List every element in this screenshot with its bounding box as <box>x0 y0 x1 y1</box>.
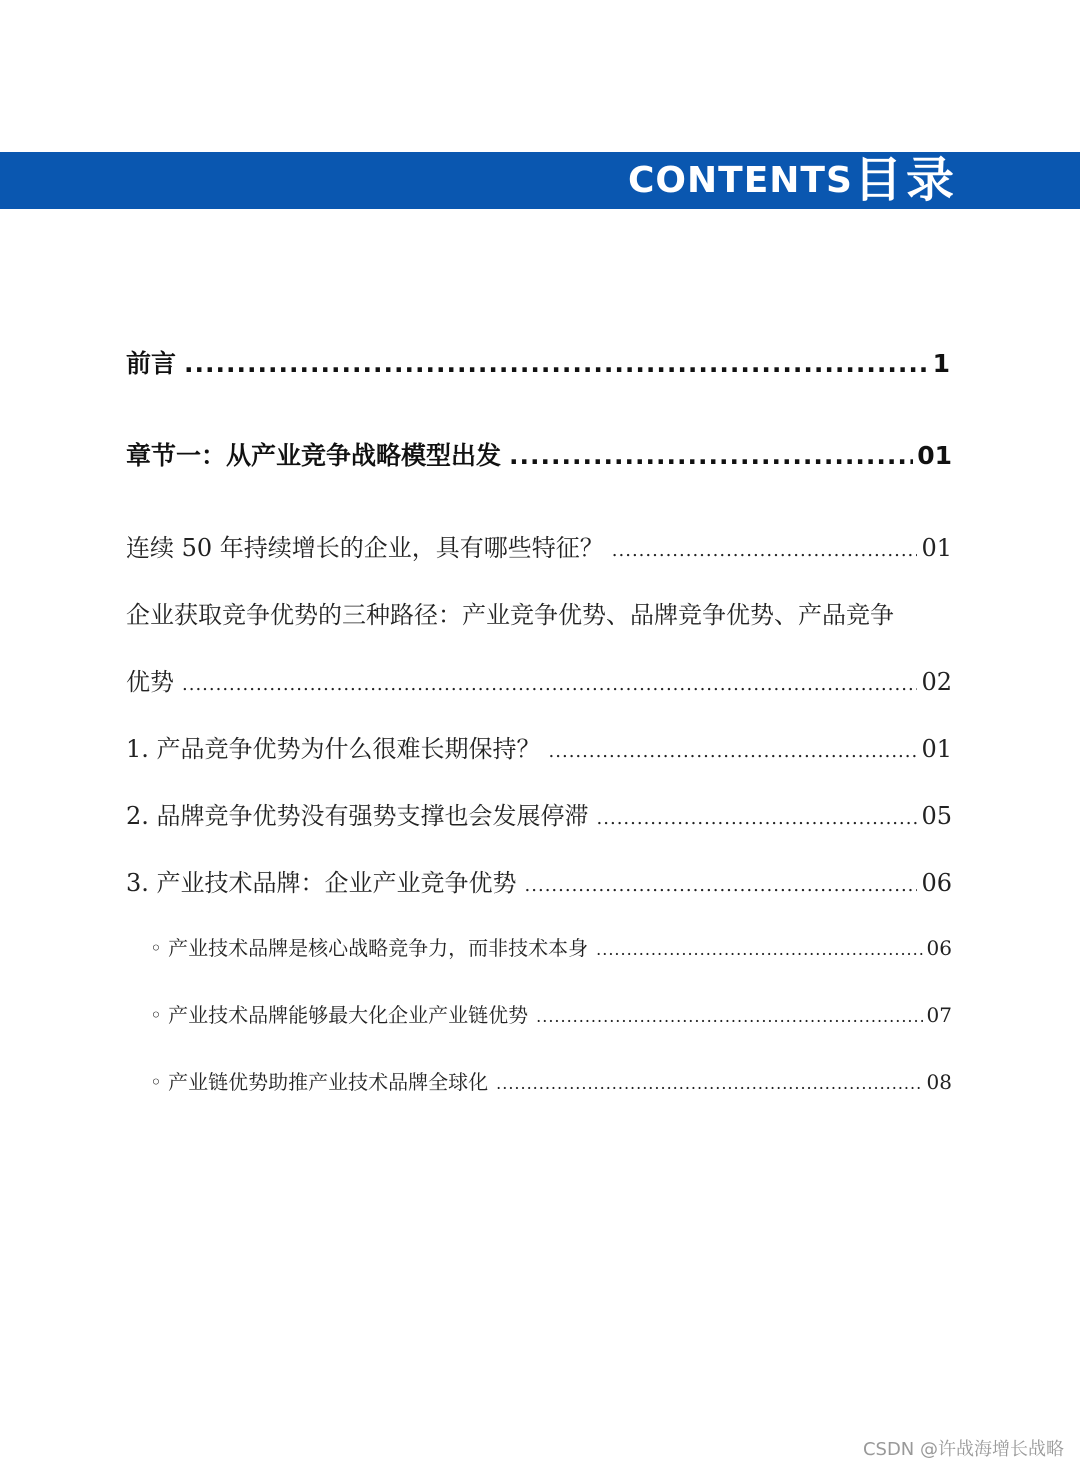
toc-entry-page: 01 <box>921 735 952 763</box>
dot-leader <box>184 349 929 378</box>
toc-entry-title: ◦ 产业技术品牌能够最大化企业产业链优势 <box>150 1003 529 1027</box>
contents-title-en: CONTENTS <box>628 160 853 201</box>
dot-leader <box>509 441 913 470</box>
toc-entry-item3[interactable] <box>126 863 952 898</box>
dot-leader <box>596 940 922 959</box>
toc-entry-title: ◦ 产业链优势助推产业技术品牌全球化 <box>150 1070 489 1094</box>
toc-entry-50-years[interactable] <box>126 528 952 563</box>
dot-leader <box>536 1007 922 1026</box>
dot-leader <box>496 1074 922 1093</box>
toc-entry-paths-line1[interactable]: 企业获取竞争优势的三种路径：产业竞争优势、品牌竞争优势、产品竞争 <box>126 601 894 629</box>
toc-entry-page: 1 <box>932 349 950 378</box>
toc-entry-page: 02 <box>921 668 952 696</box>
toc-entry-title: 3. 产业技术品牌：企业产业竞争优势 <box>126 869 517 897</box>
toc-entry-page: 08 <box>926 1070 952 1094</box>
dot-leader <box>612 540 918 561</box>
toc-entry-preface[interactable] <box>126 344 950 380</box>
dot-leader <box>182 674 917 695</box>
toc-entry-sub2[interactable] <box>150 999 952 1028</box>
toc-entry-item2[interactable] <box>126 796 952 831</box>
dot-leader <box>525 875 918 896</box>
contents-title-zh: 目录 <box>854 152 959 208</box>
contents-banner <box>0 152 1080 209</box>
toc-entry-page: 05 <box>921 802 952 830</box>
toc-entry-chapter1[interactable] <box>126 436 952 472</box>
toc-entry-item1[interactable] <box>126 729 952 764</box>
toc-entry-sub3[interactable] <box>150 1066 952 1095</box>
toc-entry-page: 06 <box>926 936 952 960</box>
toc-entry-page: 06 <box>921 869 952 897</box>
toc-entry-title: 前言 <box>126 349 177 378</box>
toc-entry-title: ◦ 产业技术品牌是核心战略竞争力，而非技术本身 <box>150 936 589 960</box>
toc-entry-page: 07 <box>926 1003 952 1027</box>
toc-entry-page: 01 <box>921 534 952 562</box>
toc-entry-page: 01 <box>917 441 952 470</box>
dot-leader <box>549 741 918 762</box>
toc-entry-paths[interactable] <box>126 662 952 697</box>
toc-entry-title: 章节一：从产业竞争战略模型出发 <box>126 441 502 470</box>
toc-entry-title: 1. 产品竞争优势为什么很难长期保持？ <box>126 735 541 763</box>
toc-entry-title: 优势 <box>126 668 174 696</box>
toc-entry-title: 连续 50 年持续增长的企业，具有哪些特征？ <box>126 534 604 562</box>
toc-entry-title: 2. 品牌竞争优势没有强势支撑也会发展停滞 <box>126 802 589 830</box>
toc-entry-sub1[interactable] <box>150 932 952 961</box>
csdn-watermark: CSDN @许战海增长战略 <box>862 1439 1064 1460</box>
dot-leader <box>597 808 918 829</box>
